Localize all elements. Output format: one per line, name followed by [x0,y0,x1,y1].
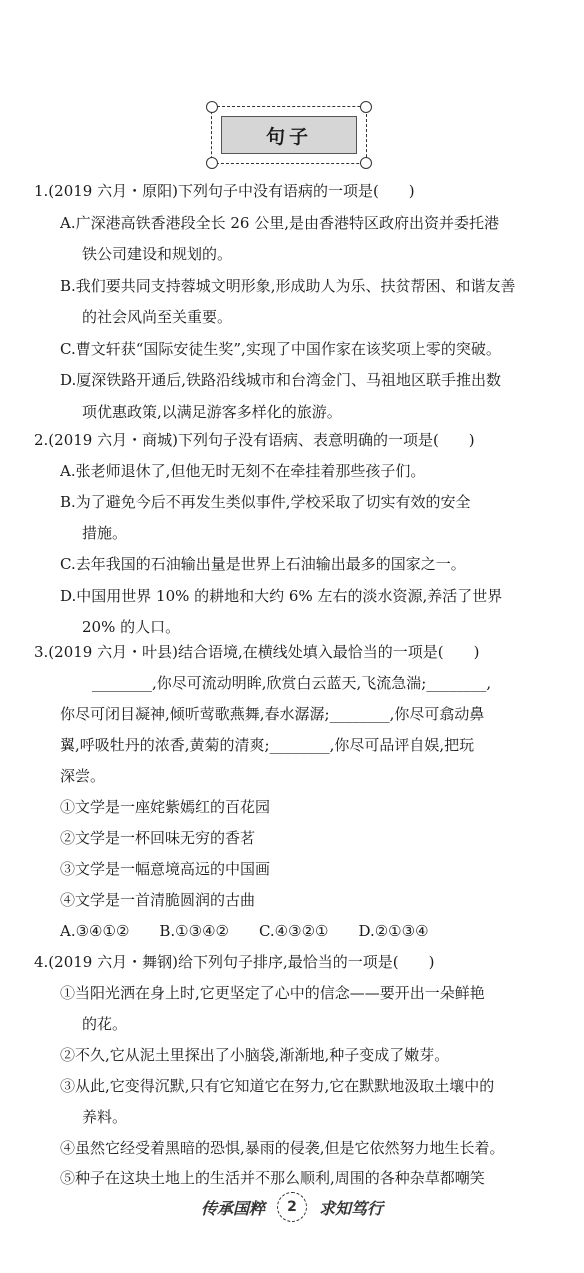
q4-sentence-1: ①当阳光洒在身上时,它更坚定了心中的信念——要开出一朵鲜艳 [60,984,485,1002]
q4-sentence-3-cont: 养料。 [82,1108,128,1126]
q4-sentence-3: ③从此,它变得沉默,只有它知道它在努力,它在默默地汲取土壤中的 [60,1077,495,1095]
question-1-stem: 1.(2019 六月・原阳)下列句子中没有语病的一项是( ) [34,182,415,200]
section-title-frame [211,106,367,164]
q4-sentence-4: ④虽然它经受着黑暗的恐惧,暴雨的侵袭,但是它依然努力地生长着。 [60,1139,505,1157]
q1-option-a: A.广深港高铁香港段全长 26 公里,是由香港特区政府出资并委托港 [60,214,499,232]
q2-option-a: A.张老师退休了,但他无时无刻不在牵挂着那些孩子们。 [60,462,426,480]
q2-option-b: B.为了避免今后不再发生类似事件,学校采取了切实有效的安全 [60,493,471,511]
q3-passage-line-4: 深尝。 [60,767,106,785]
q1-option-c: C.曹文轩获“国际安徒生奖”,实现了中国作家在该奖项上零的突破。 [60,340,501,358]
q3-passage-line-1: ________,你尽可流动明眸,欣赏白云蓝天,飞流急湍;________, [92,674,492,692]
q3-sentence-4: ④文学是一首清脆圆润的古曲 [60,891,256,909]
question-3-stem: 3.(2019 六月・叶县)结合语境,在横线处填入最恰当的一项是( ) [34,643,480,661]
frame-corner-ornament [206,157,218,169]
q2-option-d: D.中国用世界 10% 的耕地和大约 6% 左右的淡水资源,养活了世界 [60,587,503,605]
q2-option-c: C.去年我国的石油输出量是世界上石油输出最多的国家之一。 [60,555,466,573]
q3-options: A.③④①② B.①③④② C.④③②① D.②①③④ [60,922,429,940]
question-2-stem: 2.(2019 六月・商城)下列句子没有语病、表意明确的一项是( ) [34,431,475,449]
frame-corner-ornament [206,101,218,113]
q4-sentence-1-cont: 的花。 [82,1015,128,1033]
q4-sentence-2: ②不久,它从泥土里探出了小脑袋,渐渐地,种子变成了嫩芽。 [60,1046,450,1064]
q2-option-b-cont: 措施。 [82,524,128,542]
q3-sentence-3: ③文学是一幅意境高远的中国画 [60,860,271,878]
footer-motto-right: 求知笃行 [319,1198,384,1218]
q3-passage-line-2: 你尽可闭目凝神,倾听莺歌燕舞,春水潺潺;________,你尽可翕动鼻 [60,705,485,723]
q1-option-a-cont: 铁公司建设和规划的。 [82,245,233,263]
q1-option-b: B.我们要共同支持蓉城文明形象,形成助人为乐、扶贫帮困、和谐友善 [60,277,516,295]
frame-corner-ornament [360,101,372,113]
q1-option-b-cont: 的社会风尚至关重要。 [82,308,233,326]
q2-option-d-cont: 20% 的人口。 [82,618,181,636]
frame-corner-ornament [360,157,372,169]
question-4-stem: 4.(2019 六月・舞钢)给下列句子排序,最恰当的一项是( ) [34,953,435,971]
q1-option-d-cont: 项优惠政策,以满足游客多样化的旅游。 [82,403,342,421]
footer-motto-left: 传承国粹 [200,1198,265,1218]
section-title: 句子 [221,116,357,154]
page-number: 2 [277,1192,307,1222]
q3-sentence-2: ②文学是一杯回味无穷的香茗 [60,829,256,847]
q1-option-d: D.厦深铁路开通后,铁路沿线城市和台湾金门、马祖地区联手推出数 [60,371,502,389]
q3-passage-line-3: 翼,呼吸牡丹的浓香,黄菊的清爽;________,你尽可品评自娱,把玩 [60,736,475,754]
q3-sentence-1: ①文学是一座姹紫嫣红的百花园 [60,798,271,816]
q4-sentence-5: ⑤种子在这块土地上的生活并不那么顺利,周围的各种杂草都嘲笑 [60,1169,485,1187]
page-footer [150,1190,434,1224]
